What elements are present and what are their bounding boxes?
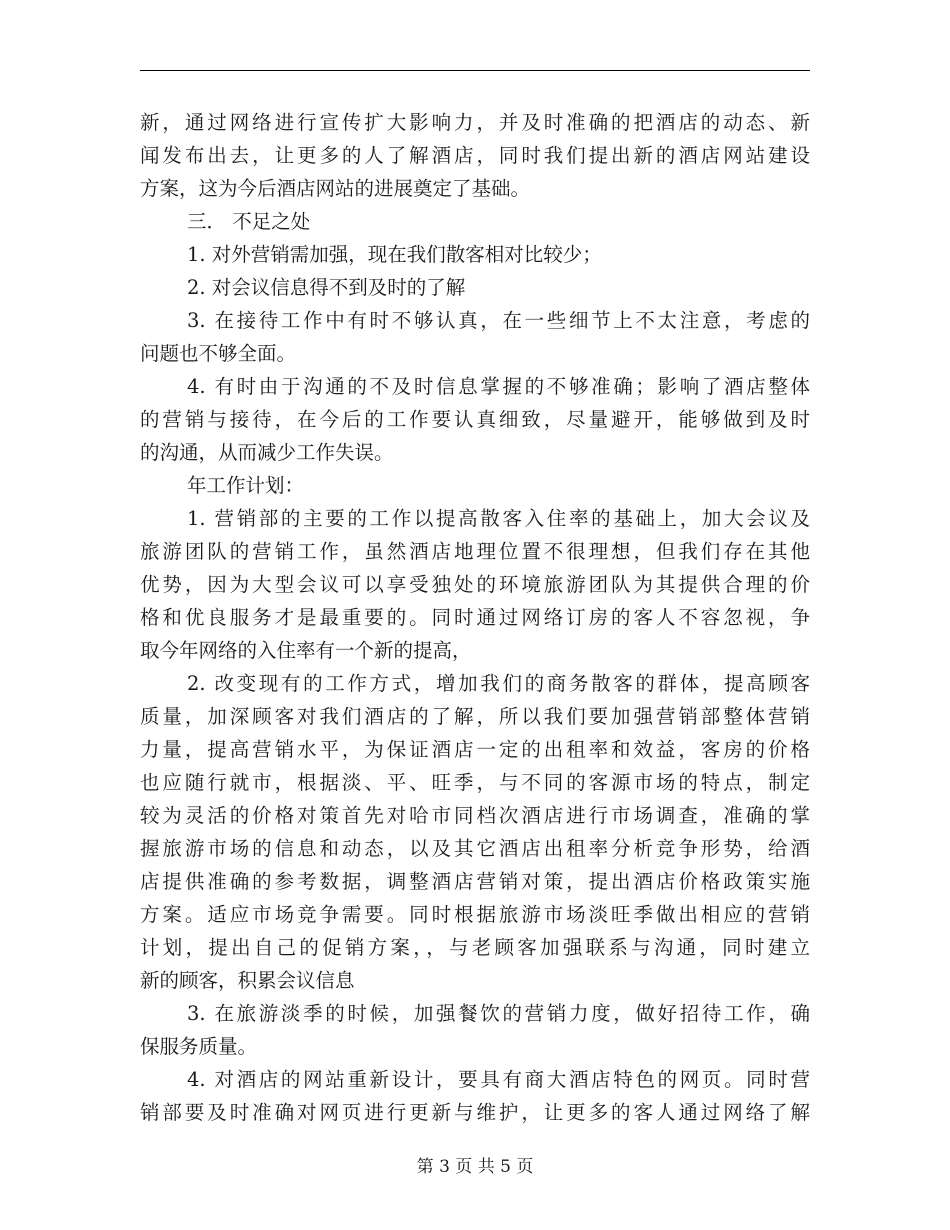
- text-line: 力量，提高营销水平，为保证酒店一定的出租率和效益，客房的价格: [140, 738, 810, 761]
- header-rule: [140, 70, 810, 71]
- text-line: 握旅游市场的信息和动态，以及其它酒店出租率分析竞争形势，给酒: [140, 837, 810, 860]
- text-line: 新，通过网络进行宣传扩大影响力，并及时准确的把酒店的动态、新: [140, 111, 810, 134]
- text-line: 格和优良服务才是最重要的。同时通过网络订房的客人不容忽视，争: [140, 606, 810, 629]
- text-line: 问题也不够全面。: [140, 342, 297, 365]
- text-line: 优势，因为大型会议可以享受独处的环境旅游团队为其提供合理的价: [140, 573, 810, 596]
- page-footer: 第 3 页 共 5 页: [416, 1157, 534, 1177]
- text-line: 4. 对酒店的网站重新设计，要具有商大酒店特色的网页。同时营: [187, 1068, 810, 1091]
- text-line: 3. 在旅游淡季的时候，加强餐饮的营销力度，做好招待工作，确: [187, 1002, 810, 1025]
- text-line: 的营销与接待，在今后的工作要认真细致，尽量避开，能够做到及时: [140, 408, 810, 431]
- text-line: 1. 对外营销需加强，现在我们散客相对比较少；: [187, 243, 602, 266]
- text-line: 闻发布出去，让更多的人了解酒店，同时我们提出新的酒店网站建设: [140, 144, 810, 167]
- document-body: [140, 106, 810, 1129]
- text-line: 方案，这为今后酒店网站的进展奠定了基础。: [140, 177, 531, 200]
- text-line: 年工作计划：: [187, 474, 305, 497]
- text-line: 保服务质量。: [140, 1035, 258, 1058]
- text-line: 店提供准确的参考数据，调整酒店营销对策，提出酒店价格政策实施: [140, 870, 810, 893]
- text-line: 2. 对会议信息得不到及时的了解: [187, 276, 466, 299]
- text-line: 的沟通，从而减少工作失误。: [140, 441, 394, 464]
- text-line: 也应随行就市，根据淡、平、旺季，与不同的客源市场的特点，制定: [140, 771, 810, 794]
- text-line: 计划，提出自己的促销方案，，与老顾客加强联系与沟通，同时建立: [140, 936, 810, 959]
- text-line: 4. 有时由于沟通的不及时信息掌握的不够准确；影响了酒店整体: [187, 375, 810, 398]
- text-line: 三． 不足之处: [187, 210, 311, 233]
- text-line: 2. 改变现有的工作方式，增加我们的商务散客的群体，提高顾客: [187, 672, 810, 695]
- text-line: 3. 在接待工作中有时不够认真，在一些细节上不太注意，考虑的: [187, 309, 810, 332]
- text-line: 取今年网络的入住率有一个新的提高，: [140, 639, 472, 662]
- text-line: 质量，加深顾客对我们酒店的了解，所以我们要加强营销部整体营销: [140, 705, 810, 728]
- text-line: 旅游团队的营销工作，虽然酒店地理位置不很理想，但我们存在其他: [140, 540, 810, 563]
- text-line: 新的顾客，积累会议信息: [140, 969, 355, 992]
- text-line: 较为灵活的价格对策首先对哈市同档次酒店进行市场调查，准确的掌: [140, 804, 810, 827]
- text-line: 方案。适应市场竞争需要。同时根据旅游市场淡旺季做出相应的营销: [140, 903, 810, 926]
- text-line: 1. 营销部的主要的工作以提高散客入住率的基础上，加大会议及: [187, 507, 810, 530]
- text-line: 销部要及时准确对网页进行更新与维护，让更多的客人通过网络了解: [140, 1101, 810, 1124]
